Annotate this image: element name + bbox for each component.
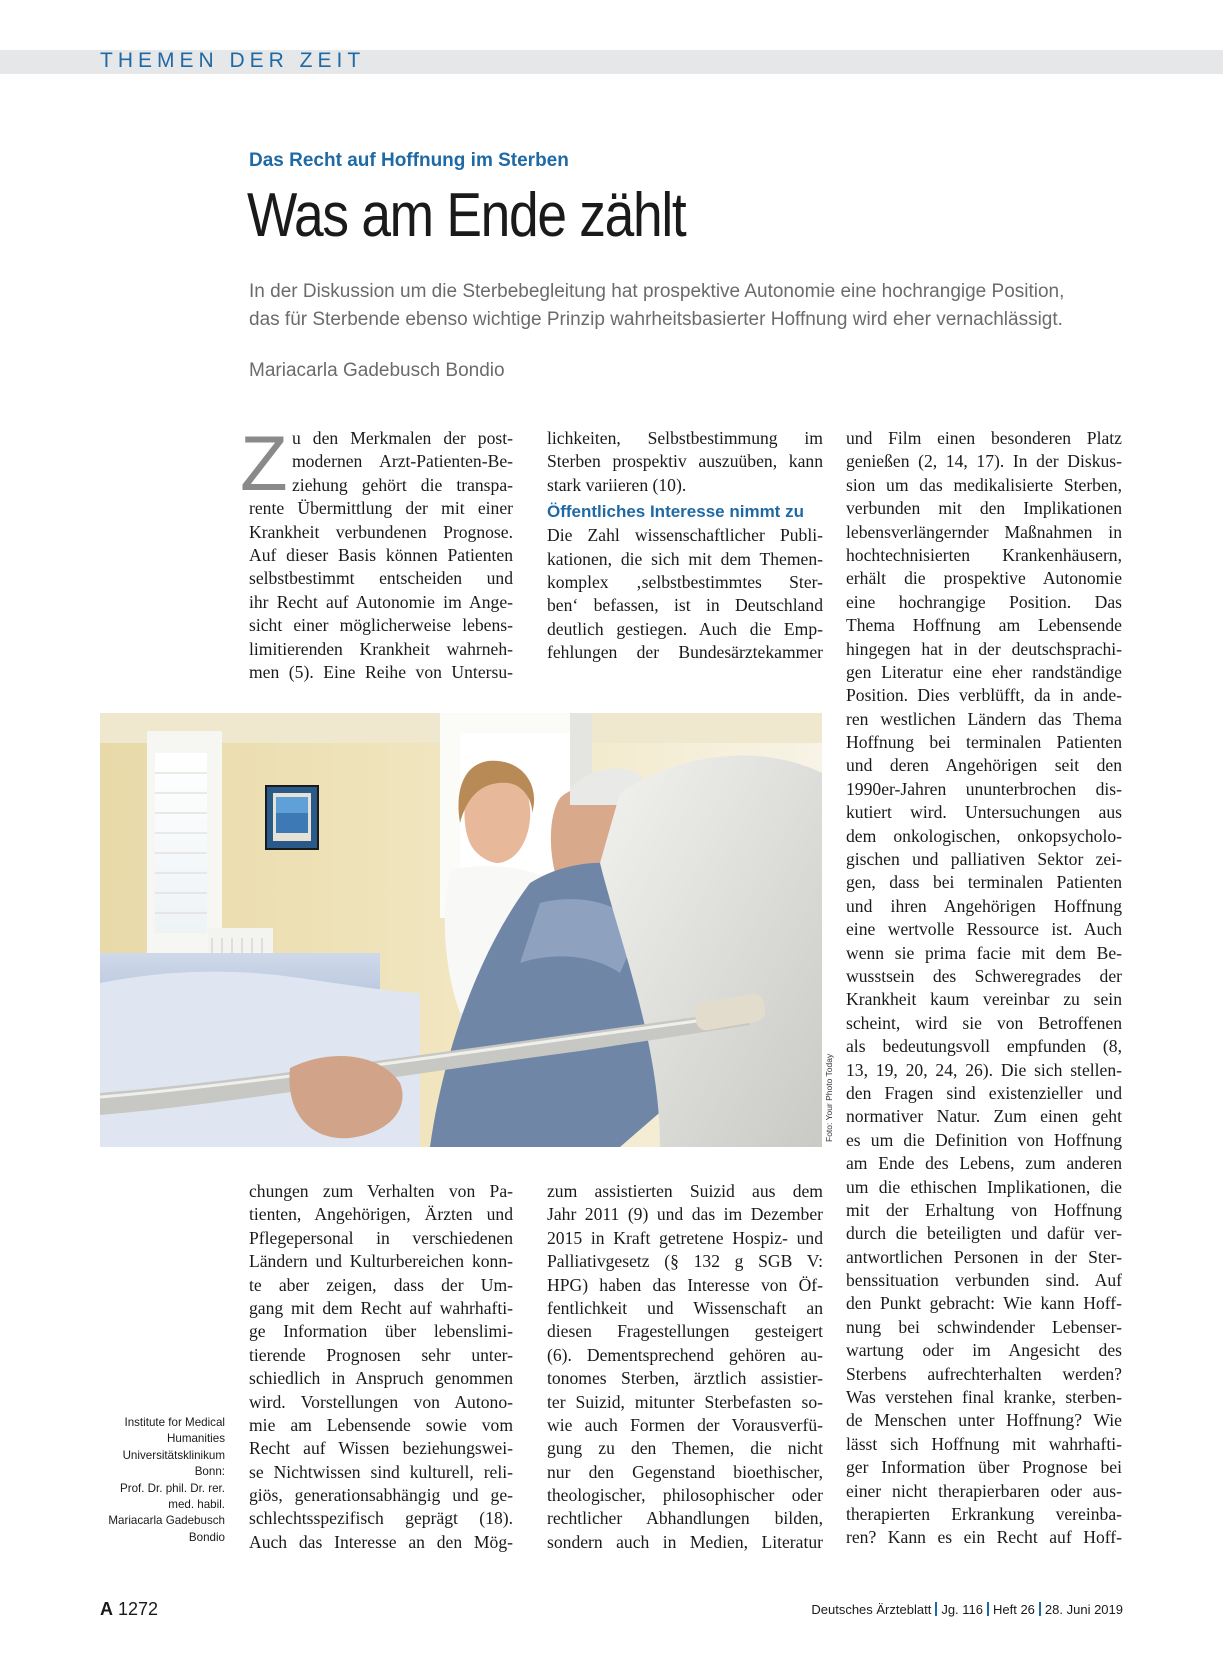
text-line: genießen (2, 14, 17). In der Diskus- bbox=[846, 451, 1122, 472]
text-line: selbstbestimmt entscheiden und bbox=[249, 568, 513, 589]
text-line: deutlich gestiegen. Auch die Emp- bbox=[547, 618, 823, 639]
text-line: therapierten Erkrankung vereinba- bbox=[846, 1503, 1122, 1524]
text-line: gen Literatur eine eher randständige bbox=[846, 661, 1122, 682]
text-line: Sterben prospektiv auszuüben, kann bbox=[547, 451, 823, 472]
affiliation-line: Prof. Dr. phil. Dr. rer. bbox=[119, 1481, 225, 1495]
text-line: ge Information über lebenslimi- bbox=[249, 1321, 513, 1342]
footer-separator bbox=[935, 1602, 937, 1616]
text-line: und Film einen besonderen Platz bbox=[846, 428, 1122, 448]
text-line: wusstsein des Schweregrades der bbox=[846, 965, 1122, 986]
article-lead bbox=[249, 278, 1129, 334]
affiliation-line: Bonn: bbox=[194, 1465, 225, 1479]
text-line: gung zu den Themen, die nicht bbox=[547, 1438, 823, 1459]
journal-date: 28. Juni 2019 bbox=[1044, 1602, 1123, 1617]
text-line: tierende Prognosen sehr unter- bbox=[249, 1344, 513, 1365]
text-line: wartung oder im Angesicht des bbox=[846, 1340, 1122, 1361]
journal-footer bbox=[811, 1602, 1123, 1617]
text-line: es um die Definition von Hoffnung bbox=[846, 1129, 1122, 1150]
text-line: ger Information über Prognose bei bbox=[846, 1457, 1122, 1478]
column-1-bottom bbox=[249, 1180, 513, 1554]
text-line: giös, generationsabhängig und ge- bbox=[249, 1485, 513, 1506]
text-line: wird. Vorstellungen von Autono- bbox=[249, 1391, 513, 1412]
text-line: gen, dass bei terminalen Patienten bbox=[846, 872, 1122, 893]
text-line: Auch das Interesse an den Mög- bbox=[249, 1531, 513, 1552]
text-line: Ländern und Kulturbereichen konn- bbox=[249, 1251, 513, 1272]
article-author: Mariacarla Gadebusch Bondio bbox=[249, 360, 505, 381]
text-line: rente Übermittlung der mit einer bbox=[249, 498, 513, 519]
text-line: erhält die prospektive Autonomie bbox=[846, 568, 1122, 589]
text-line: komplex ‚selbstbestimmtes Ster- bbox=[547, 571, 823, 592]
text-line: mie am Lebensende sowie vom bbox=[249, 1414, 513, 1435]
text-line: gang mit dem Recht auf wahrhafti- bbox=[249, 1297, 513, 1318]
photo-credit bbox=[822, 1053, 836, 1142]
text-line: ter Suizid, mitunter Sterbefasten so- bbox=[547, 1391, 823, 1412]
text-line: de Menschen unter Hoffnung? Wie bbox=[846, 1410, 1122, 1431]
page-prefix: A bbox=[100, 1599, 113, 1619]
text-line: Jahr 2011 (9) und das im Dezember bbox=[547, 1204, 823, 1225]
drop-cap: Z bbox=[240, 419, 288, 507]
affiliation-line: Institute for Medical bbox=[124, 1416, 225, 1429]
text-line: Pflegepersonal in verschiedenen bbox=[249, 1227, 513, 1248]
text-line: se Nichtwissen sind kulturell, reli- bbox=[249, 1461, 513, 1482]
text-line: lichkeiten, Selbstbestimmung im bbox=[547, 428, 823, 448]
text-line: chungen zum Verhalten von Pa- bbox=[249, 1181, 513, 1201]
affiliation-line: Humanities bbox=[167, 1432, 225, 1446]
text-line: Palliativgesetz (§ 132 g SGB V: bbox=[547, 1251, 823, 1272]
lead-line: In der Diskussion um die Sterbebegleitung hat prospektive Autonomie eine hochrangige Position, bbox=[249, 281, 1065, 302]
text-line: te aber zeigen, dass der Um- bbox=[249, 1274, 513, 1295]
text-line: den Punkt gebracht: Wie kann Hoff- bbox=[846, 1293, 1122, 1314]
text-line: HPG) haben das Interesse von Öf- bbox=[547, 1274, 823, 1295]
text-line: sondern auch in Medien, Literatur bbox=[547, 1531, 823, 1552]
text-line: schlechtsspezifisch geprägt (18). bbox=[249, 1508, 513, 1529]
text-line: u den Merkmalen der post- bbox=[292, 428, 513, 448]
text-line: limitierenden Krankheit wahrneh- bbox=[249, 638, 513, 659]
text-line: diesen Fragestellungen gesteigert bbox=[547, 1321, 823, 1342]
text-line: rechtlicher Abhandlungen bilden, bbox=[547, 1508, 823, 1529]
text-line: benssituation verbunden sind. Auf bbox=[846, 1270, 1122, 1291]
text-line: kationen, die sich mit dem Themen- bbox=[547, 548, 823, 569]
text-line: den Fragen sind existenzieller und bbox=[846, 1082, 1122, 1103]
text-line: verbunden mit den Implikationen bbox=[846, 498, 1122, 519]
text-line: (6). Dementsprechend gehören au- bbox=[547, 1344, 823, 1365]
footer-separator bbox=[987, 1602, 989, 1616]
text-line: Recht auf Wissen beziehungswei- bbox=[249, 1438, 513, 1459]
text-line: nur den Gegenstand bioethischer, bbox=[547, 1461, 823, 1482]
text-line: stark variieren (10). bbox=[547, 474, 687, 495]
text-line: zum assistierten Suizid aus dem bbox=[547, 1181, 823, 1201]
text-line: als bedeutungsvoll empfunden (8, bbox=[846, 1036, 1122, 1057]
text-line: lebensverlängernder Maßnahmen in bbox=[846, 521, 1122, 542]
page-number bbox=[100, 1599, 158, 1620]
text-line: am Ende des Lebens, zum anderen bbox=[846, 1153, 1122, 1174]
text-line: und ihren Angehörigen Hoffnung bbox=[846, 895, 1122, 916]
text-line: und deren Angehörigen seit den bbox=[846, 755, 1122, 776]
text-line: theologischer, philosophischer oder bbox=[547, 1485, 823, 1506]
photo-credit-text: Foto: Your Photo Today bbox=[824, 1053, 834, 1142]
text-line: 2015 in Kraft getretene Hospiz- und bbox=[547, 1227, 823, 1248]
text-line: wie auch Formen der Vorausverfü- bbox=[547, 1414, 823, 1435]
text-line: Sterbens aufrechterhalten werden? bbox=[846, 1363, 1122, 1384]
affiliation-line: Mariacarla Gadebusch bbox=[108, 1514, 225, 1528]
affiliation-line: Bondio bbox=[188, 1530, 225, 1544]
text-line: dem onkologischen, onkopsycholo- bbox=[846, 825, 1122, 846]
text-line: Krankheit kaum vereinbar zu sein bbox=[846, 989, 1122, 1010]
text-line: hingegen hat in der deutschsprachi- bbox=[846, 638, 1122, 659]
text-line: Krankheit verbundenen Prognose. bbox=[249, 521, 513, 542]
text-line: modernen Arzt-Patienten-Be- bbox=[292, 451, 513, 472]
column-3 bbox=[846, 427, 1122, 1550]
section-label: THEMEN DER ZEIT bbox=[100, 49, 366, 72]
text-line: tienten, Angehörigen, Ärzten und bbox=[249, 1204, 513, 1225]
text-line: gischen und palliativen Sektor zei- bbox=[846, 849, 1122, 870]
column-2-bottom bbox=[547, 1180, 823, 1554]
text-line: Was verstehen final kranke, sterben- bbox=[846, 1387, 1122, 1408]
text-line: ren westlichen Ländern das Thema bbox=[846, 708, 1122, 729]
text-line: schiedlich in Anspruch genommen bbox=[249, 1368, 513, 1389]
text-line: ziehung gehört die transpa- bbox=[292, 474, 513, 495]
text-line: fehlungen der Bundesärztekammer bbox=[547, 642, 823, 663]
text-line: durch die beteiligten und dafür ver- bbox=[846, 1223, 1122, 1244]
text-line: tonomes Sterben, ärztlich assistier- bbox=[547, 1368, 823, 1389]
text-line: Thema Hoffnung am Lebensende bbox=[846, 615, 1122, 636]
text-line: ihr Recht auf Autonomie im Ange- bbox=[249, 591, 513, 612]
text-line: normativer Natur. Zum einen geht bbox=[846, 1106, 1122, 1127]
affiliation-line: med. habil. bbox=[168, 1498, 225, 1512]
column-2-top bbox=[547, 427, 823, 665]
text-line: wenn sie prima facie mit dem Be- bbox=[846, 942, 1122, 963]
text-line: Position. Dies verblüfft, da in ande- bbox=[846, 685, 1122, 706]
text-line: scheint, wird sie von Betroffenen bbox=[846, 1012, 1122, 1033]
text-line: 13, 19, 20, 24, 26). Die sich stellen- bbox=[846, 1059, 1122, 1080]
text-line: Auf dieser Basis können Patienten bbox=[249, 544, 513, 565]
footer-separator bbox=[1039, 1602, 1041, 1616]
text-line: sion um das medikalisierte Sterben, bbox=[846, 474, 1122, 495]
text-line: nung bei schwindender Lebenser- bbox=[846, 1316, 1122, 1337]
text-line: kutiert wird. Untersuchungen aus bbox=[846, 802, 1122, 823]
journal-name: Deutsches Ärzteblatt bbox=[811, 1602, 932, 1617]
article-kicker: Das Recht auf Hoffnung im Sterben bbox=[249, 150, 569, 171]
text-line: lässt sich Hoffnung mit wahrhafti- bbox=[846, 1433, 1122, 1454]
section-subheading: Öffentliches Interesse nimmt zu bbox=[547, 502, 804, 522]
text-line: Hoffnung bei terminalen Patienten bbox=[846, 732, 1122, 753]
article-headline: Was am Ende zählt bbox=[247, 181, 686, 250]
affiliation-line: Universitätsklinikum bbox=[122, 1448, 225, 1462]
author-affiliation bbox=[80, 1415, 225, 1546]
text-line: ren? Kann es ein Recht auf Hoff- bbox=[846, 1527, 1122, 1548]
text-line: hochtechnisierten Krankenhäusern, bbox=[846, 544, 1122, 565]
text-line: um die ethischen Implikationen, die bbox=[846, 1176, 1122, 1197]
text-line: antwortlichen Personen in der Ster- bbox=[846, 1246, 1122, 1267]
text-line: eine wertvolle Ressource ist. Auch bbox=[846, 919, 1122, 940]
text-line: sicht einer möglicherweise lebens- bbox=[249, 615, 513, 636]
lead-line: das für Sterbende ebenso wichtige Prinzip wahrheitsbasierter Hoffnung wird eher vernachlässigt. bbox=[249, 309, 1063, 330]
text-line: eine hochrangige Position. Das bbox=[846, 591, 1122, 612]
article-photo bbox=[100, 713, 822, 1147]
text-line: einer nicht therapierbaren oder aus- bbox=[846, 1480, 1122, 1501]
text-line: Die Zahl wissenschaftlicher Publi- bbox=[547, 525, 823, 546]
text-line: 1990er-Jahren ununterbrochen dis- bbox=[846, 778, 1122, 799]
page-number-value: 1272 bbox=[118, 1599, 159, 1619]
text-line: ben‘ befassen, ist in Deutschland bbox=[547, 595, 823, 616]
text-line: men (5). Eine Reihe von Untersu- bbox=[249, 661, 513, 682]
journal-issue: Heft 26 bbox=[993, 1602, 1035, 1617]
text-line: mit der Erhaltung von Hoffnung bbox=[846, 1199, 1122, 1220]
text-line: fentlichkeit und Wissenschaft an bbox=[547, 1297, 823, 1318]
journal-volume: Jg. 116 bbox=[941, 1602, 983, 1617]
column-1-top bbox=[249, 427, 513, 684]
